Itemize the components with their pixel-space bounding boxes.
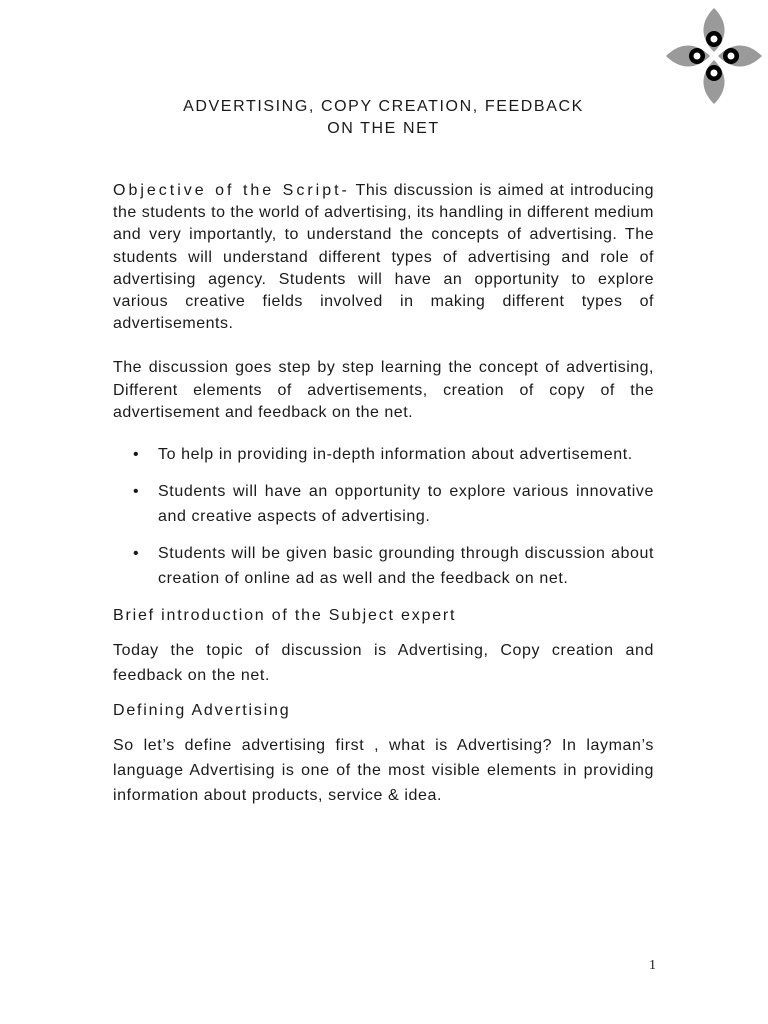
- definition-paragraph: So let’s define advertising first , what is Advertising? In layman’s language Advertising is one of the most visible elements in providing information about products, service & idea.: [113, 737, 654, 805]
- bullet-item: • Students will be given basic grounding through discussion about creation of online ad as well and the feedback on net.: [113, 541, 654, 591]
- document-title: [113, 96, 654, 140]
- bullet-item: • Students will have an opportunity to explore various innovative and creative aspects of advertising.: [113, 479, 654, 529]
- document-body: [113, 180, 654, 818]
- objective-text: This discussion is aimed at introducing the students to the world of advertising, its handling in different medium and very importantly, to understand the concepts of advertising. The students will understand different types of advertising and role of advertising agency. Students will have an opportunity to explore various creative fields involved in making different types of advertisements.: [113, 182, 655, 333]
- page-number: 1: [649, 958, 656, 973]
- topic-paragraph: Today the topic of discussion is Advertising, Copy creation and feedback on the net.: [113, 642, 654, 685]
- discussion-paragraph: The discussion goes step by step learning the concept of advertising, Different elements of advertisements, creation of copy of the advertisement and feedback on the net.: [113, 359, 654, 421]
- flower-logo-icon: [664, 6, 764, 106]
- bullet-item: • To help in providing in-depth information about advertisement.: [113, 442, 654, 467]
- objectives-bullet-list: [113, 442, 654, 591]
- defining-advertising-heading: Defining Advertising: [113, 702, 291, 720]
- objective-paragraph: [113, 180, 654, 335]
- title-line-2: ON THE NET: [327, 120, 440, 137]
- subject-expert-heading: Brief introduction of the Subject expert: [113, 607, 457, 625]
- objective-lead: Objective of the Script-: [113, 182, 350, 199]
- title-line-1: ADVERTISING, COPY CREATION, FEEDBACK: [183, 98, 584, 115]
